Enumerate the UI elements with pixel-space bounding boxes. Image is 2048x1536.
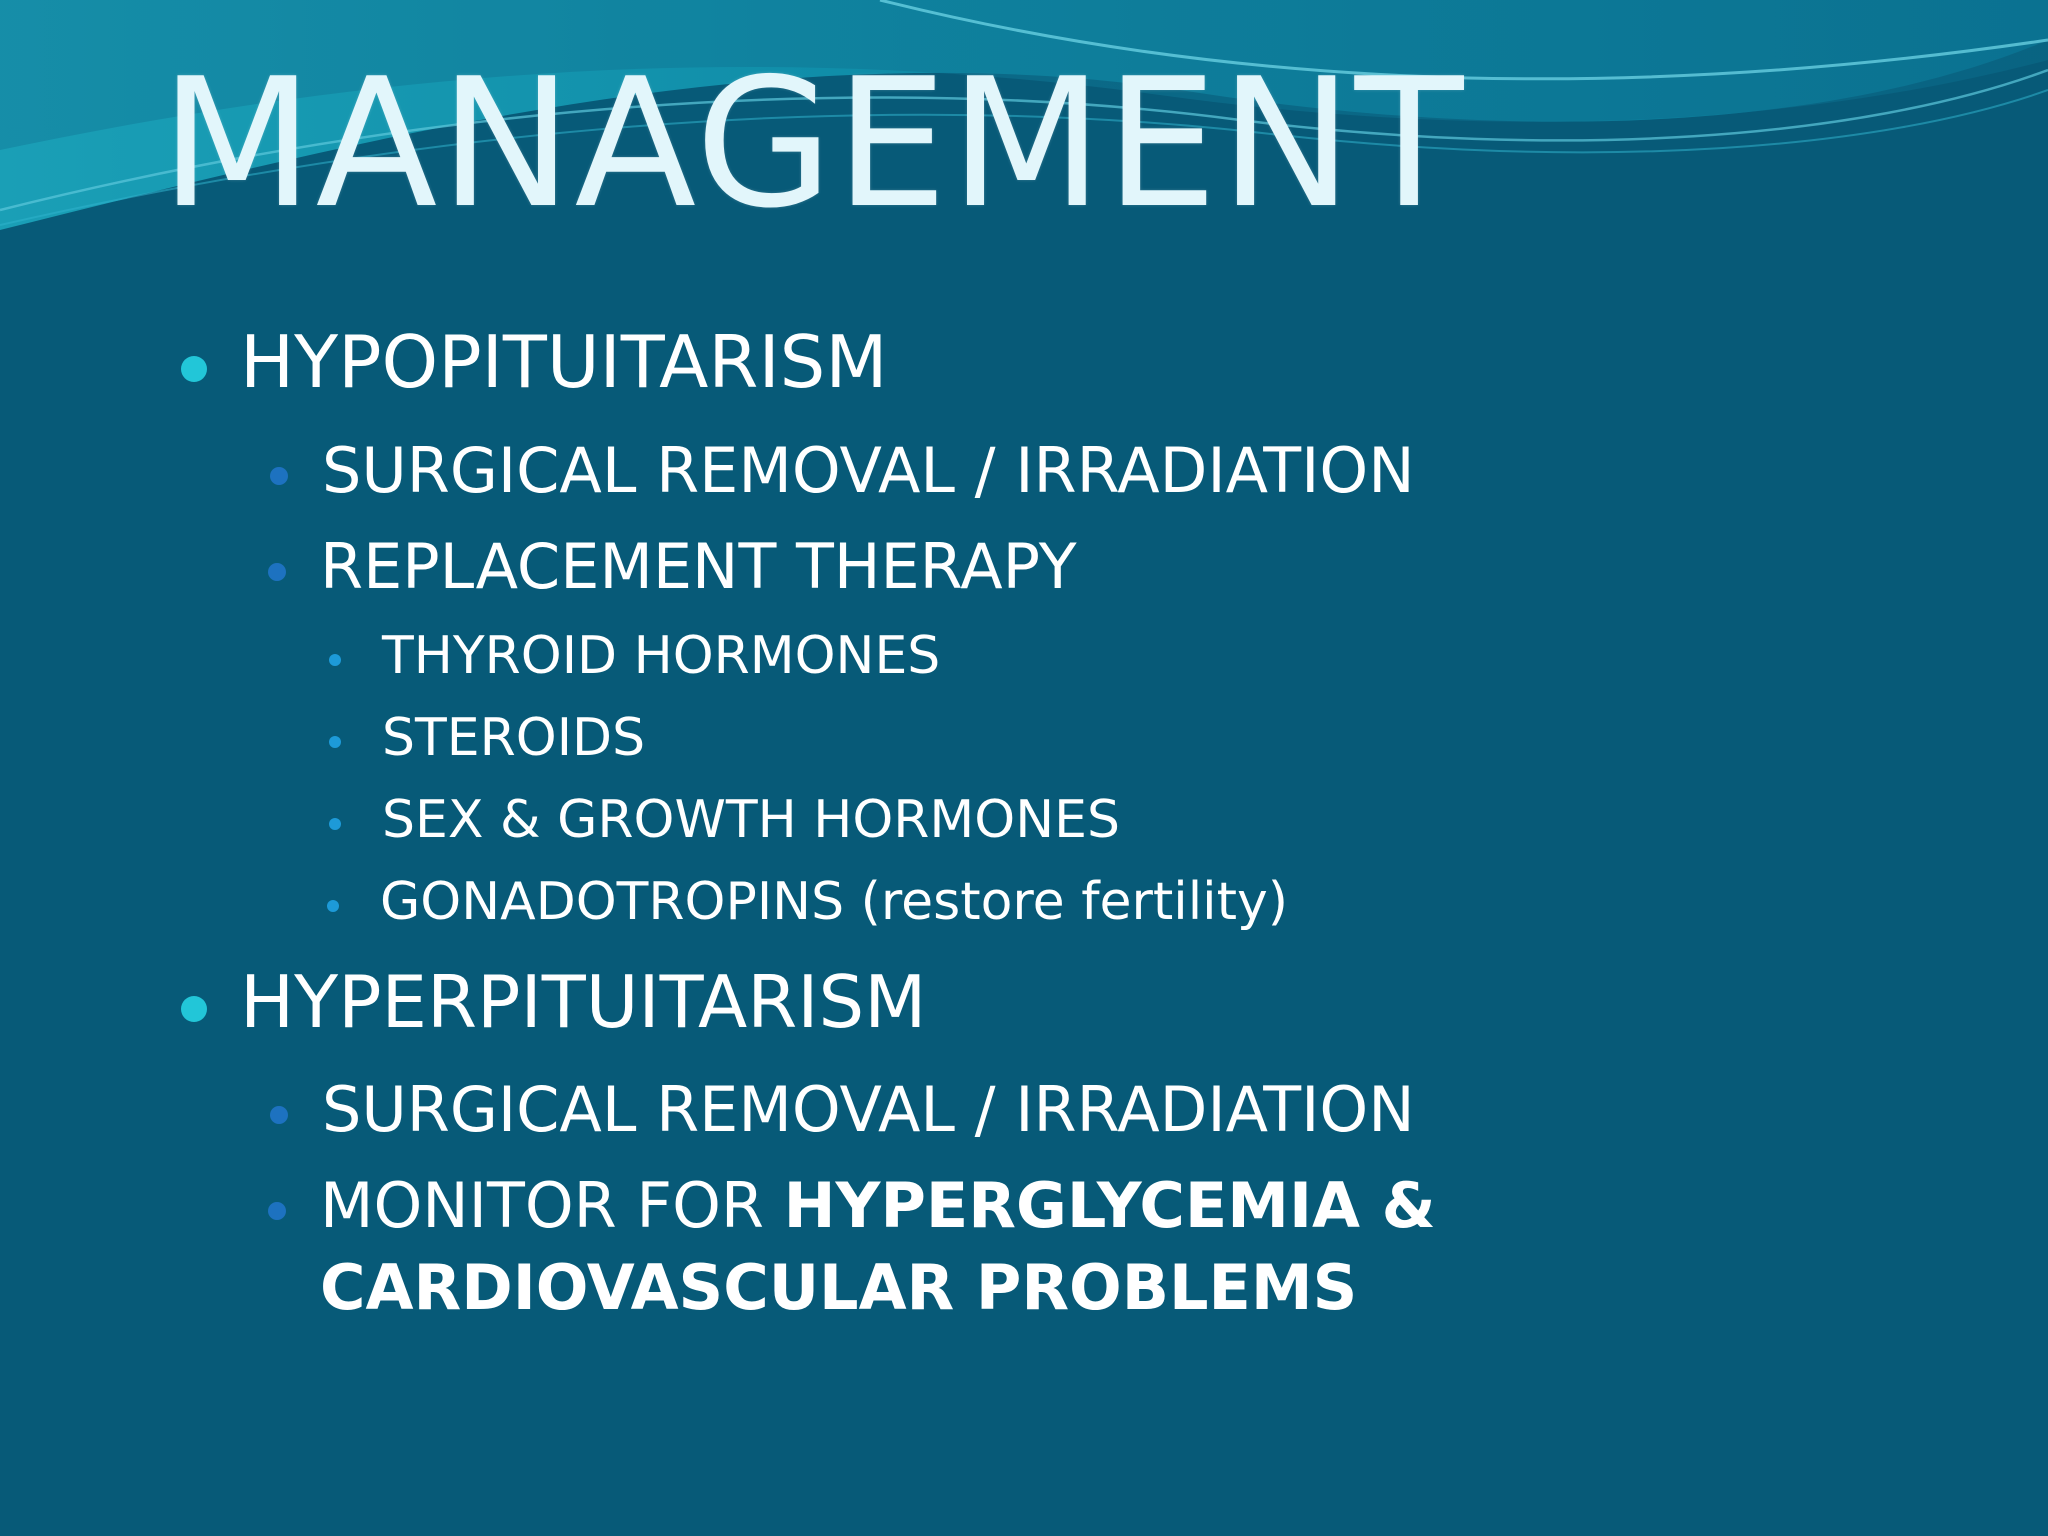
- bullet-text-bold: HYPERGLYCEMIA &: [783, 1169, 1436, 1242]
- bullet-text: REPLACEMENT THERAPY: [320, 530, 1077, 603]
- bullet-dot: [181, 996, 207, 1022]
- bullet-dot: [268, 1202, 286, 1220]
- bullet-hypopituitarism: [240, 320, 888, 404]
- bullet-dot: [327, 900, 339, 912]
- bullet-replacement-therapy: [320, 530, 1077, 603]
- bullet-dot: [270, 1106, 288, 1124]
- bullet-text: HYPOPITUITARISM: [240, 320, 888, 404]
- bullet-dot: [268, 563, 286, 581]
- slide-title: MANAGEMENT: [160, 40, 1466, 247]
- bullet-dot: [329, 736, 341, 748]
- bullet-dot: [270, 467, 288, 485]
- bullet-text: SURGICAL REMOVAL / IRRADIATION: [322, 1073, 1415, 1146]
- bullet-thyroid-hormones: [382, 626, 941, 686]
- bullet-monitor: [320, 1169, 1436, 1242]
- bullet-text: SEX & GROWTH HORMONES: [382, 790, 1120, 850]
- bullet-steroids: [382, 708, 646, 768]
- bullet-gonadotropins: [380, 872, 1289, 932]
- bullet-dot: [181, 356, 207, 382]
- bullet-text: HYPERPITUITARISM: [240, 960, 927, 1044]
- bullet-hyperpituitarism: [240, 960, 927, 1044]
- bullet-text: STEROIDS: [382, 708, 646, 768]
- bullet-surgical-removal-2: [322, 1073, 1415, 1146]
- bullet-text: THYROID HORMONES: [382, 626, 941, 686]
- bullet-monitor-continuation: [320, 1251, 1358, 1324]
- bullet-text-plain: MONITOR FOR: [320, 1169, 784, 1242]
- bullet-surgical-removal-1: [322, 434, 1415, 507]
- bullet-text: GONADOTROPINS (restore fertility): [380, 872, 1289, 932]
- bullet-sex-growth-hormones: [382, 790, 1120, 850]
- bullet-dot: [329, 654, 341, 666]
- bullet-dot: [329, 818, 341, 830]
- bullet-text: SURGICAL REMOVAL / IRRADIATION: [322, 434, 1415, 507]
- bullet-text-bold: CARDIOVASCULAR PROBLEMS: [320, 1251, 1358, 1324]
